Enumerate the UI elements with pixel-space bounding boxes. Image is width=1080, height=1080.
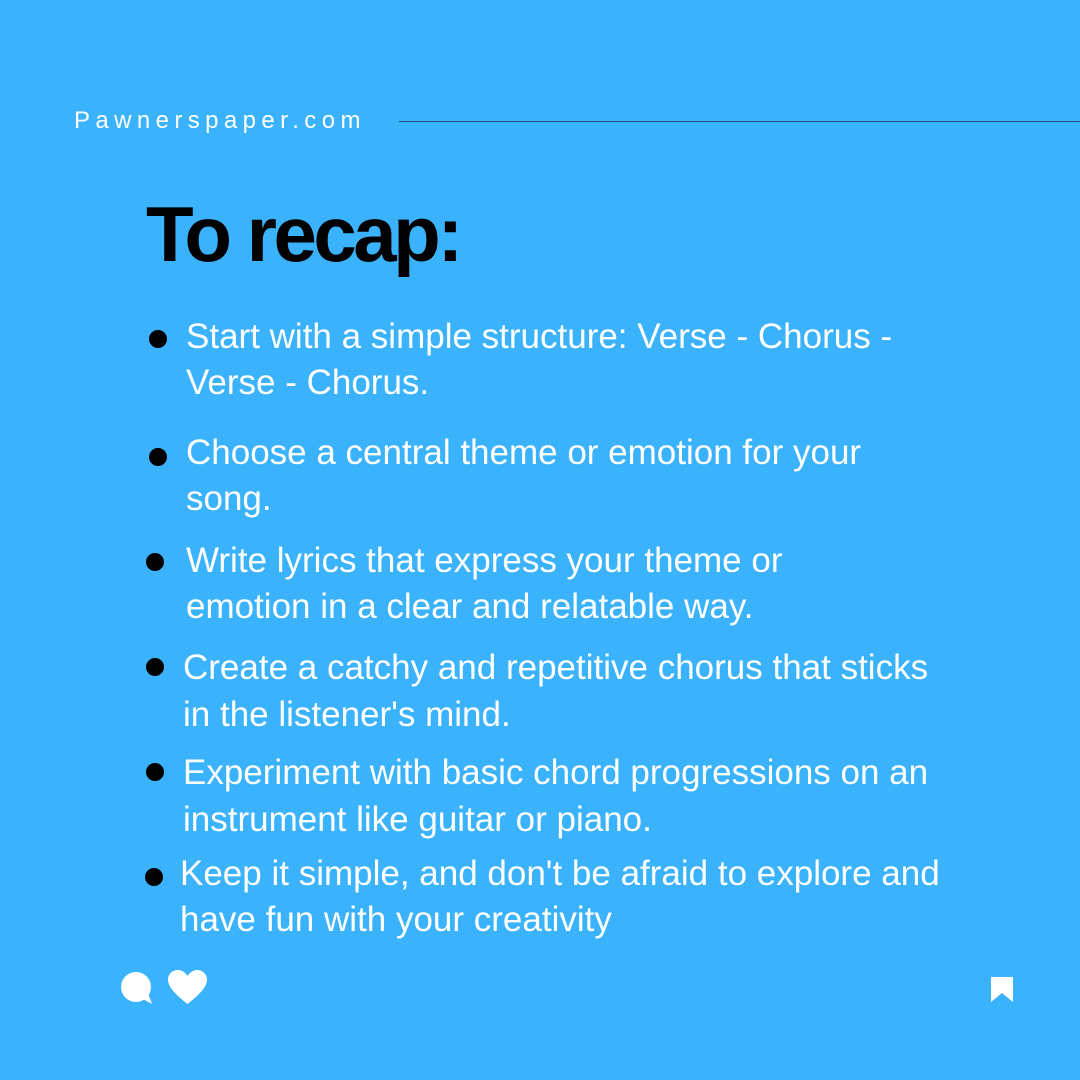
comment-icon[interactable] — [119, 971, 155, 1007]
bullet-dot — [146, 553, 164, 571]
list-item-line: song. — [186, 479, 272, 518]
list-item-line: instrument like guitar or piano. — [183, 800, 652, 839]
list-item-line: Choose a central theme or emotion for your — [186, 433, 862, 472]
list-item-line: Create a catchy and repetitive chorus that sticks — [183, 648, 929, 687]
bookmark-icon[interactable] — [991, 977, 1013, 1002]
bullet-dot — [146, 763, 164, 781]
header-divider — [399, 121, 1080, 122]
site-name: Pawnerspaper.com — [74, 107, 366, 134]
bullet-dot — [149, 448, 167, 466]
page-title: To recap: — [146, 190, 460, 278]
bullet-dot — [145, 868, 163, 886]
bullet-dot — [149, 330, 167, 348]
list-item-line: emotion in a clear and relatable way. — [186, 587, 754, 626]
list-item-line: have fun with your creativity — [180, 900, 612, 939]
list-item-line: Experiment with basic chord progressions on an — [183, 753, 929, 792]
list-item-line: in the listener's mind. — [183, 695, 511, 734]
list-item-line: Keep it simple, and don't be afraid to explore and — [180, 854, 940, 893]
list-item-line: Verse - Chorus. — [186, 363, 430, 402]
bullet-dot — [146, 658, 164, 676]
list-item-line: Start with a simple structure: Verse - Chorus - — [186, 317, 893, 356]
heart-icon[interactable] — [168, 970, 207, 1005]
list-item-line: Write lyrics that express your theme or — [186, 541, 783, 580]
